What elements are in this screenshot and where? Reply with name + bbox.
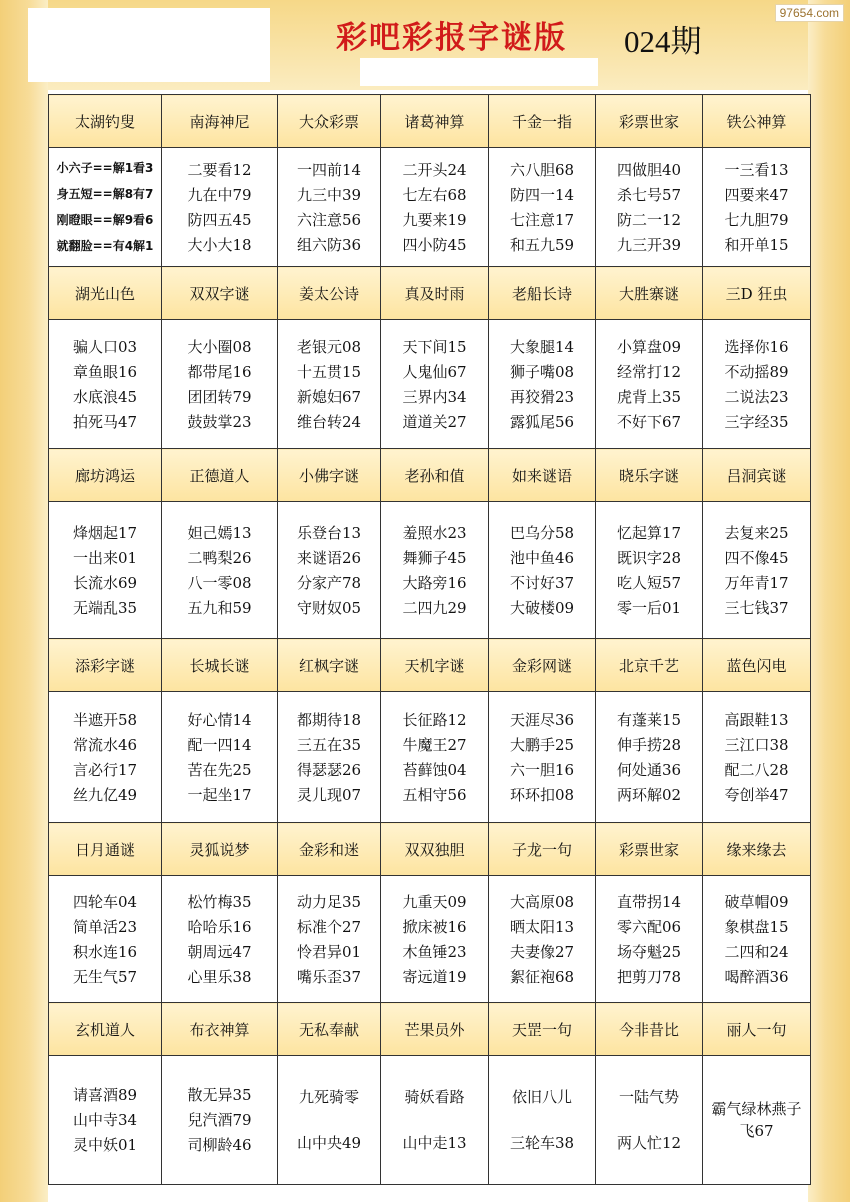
author-name-cell: 天罡一句	[489, 1003, 596, 1056]
author-header-row	[49, 639, 811, 692]
riddle-clue-line: 三七钱37	[724, 598, 789, 617]
riddle-clue-cell	[381, 692, 489, 823]
riddle-clue-cell	[596, 876, 703, 1003]
riddle-clue-cell	[703, 692, 811, 823]
riddle-clue-line: 和五九59	[509, 235, 575, 254]
riddle-clue-cell	[489, 1056, 596, 1185]
riddle-clue-cell	[278, 1056, 381, 1185]
riddle-clue-cell	[49, 876, 162, 1003]
riddle-clue-line: 大小大18	[187, 235, 252, 254]
riddle-clue-line: 半遮开58	[72, 710, 138, 729]
riddle-clue-row	[49, 1056, 811, 1185]
riddle-clue-cell	[596, 148, 703, 267]
riddle-clue-line: 喝醉酒36	[724, 967, 789, 986]
riddle-clue-line: 寄远道19	[402, 967, 467, 986]
author-name-cell: 小佛字谜	[278, 449, 381, 502]
riddle-clue-cell	[489, 320, 596, 449]
riddle-clue-cell	[278, 876, 381, 1003]
author-name-cell: 无私奉献	[278, 1003, 381, 1056]
left-border-decoration	[0, 0, 48, 1202]
riddle-clue-line: 去复来25	[724, 523, 789, 542]
riddle-clue-line: 有蓬莱15	[616, 710, 682, 729]
riddle-clue-line: 散无异35	[187, 1086, 252, 1104]
riddle-clue-line: 道道关27	[402, 412, 467, 431]
author-name-cell: 天机字谜	[381, 639, 489, 692]
right-border-decoration	[808, 0, 850, 1202]
riddle-clue-line: 经常打12	[616, 362, 682, 381]
riddle-clue-line: 吃人短57	[616, 573, 682, 592]
riddle-clue-line: 好心情14	[187, 710, 252, 729]
riddle-clue-line: 舞狮子45	[402, 548, 467, 567]
riddle-clue-line: 天涯尽36	[509, 710, 575, 729]
author-name-cell: 金彩和迷	[278, 823, 381, 876]
riddle-clue-cell	[278, 320, 381, 449]
riddle-clue-line: 烽烟起17	[72, 523, 138, 542]
author-name-cell: 蓝色闪电	[703, 639, 811, 692]
riddle-clue-cell	[703, 502, 811, 639]
riddle-clue-line: 四不像45	[724, 548, 789, 567]
riddle-clue-row	[49, 148, 811, 267]
author-name-cell: 彩票世家	[596, 823, 703, 876]
riddle-clue-line: 山中走13	[402, 1134, 467, 1152]
riddle-clue-line: 羞照水23	[402, 523, 467, 542]
riddle-clue-cell	[49, 1056, 162, 1185]
riddle-clue-line: 苔藓蚀04	[402, 760, 467, 779]
riddle-clue-line: 选择你16	[724, 337, 789, 356]
riddle-clue-line: 杀七号57	[616, 185, 682, 204]
riddle-clue-line: 五九和59	[187, 598, 252, 617]
riddle-clue-cell	[278, 148, 381, 267]
riddle-clue-line: 牛魔王27	[402, 735, 467, 754]
riddle-clue-cell	[49, 502, 162, 639]
riddle-clue-line: 狮子嘴08	[509, 362, 575, 381]
author-header-row	[49, 267, 811, 320]
riddle-clue-line: 掀床被16	[402, 917, 467, 936]
riddle-clue-line: 大破楼09	[509, 598, 575, 617]
author-name-cell: 大众彩票	[278, 95, 381, 148]
riddle-clue-cell	[162, 876, 278, 1003]
author-name-cell: 姜太公诗	[278, 267, 381, 320]
site-watermark: 97654.com	[775, 4, 844, 22]
riddle-clue-cell	[278, 692, 381, 823]
riddle-clue-line: 忆起算17	[616, 523, 682, 542]
blank-subtitle-area	[360, 58, 598, 86]
riddle-clue-line: 十五贯15	[296, 362, 362, 381]
riddle-clue-line: 心里乐38	[187, 967, 252, 986]
author-name-cell: 布衣神算	[162, 1003, 278, 1056]
riddle-clue-row	[49, 320, 811, 449]
riddle-clue-line: 四小防45	[402, 235, 467, 254]
riddle-clue-cell	[49, 148, 162, 267]
riddle-clue-cell	[278, 502, 381, 639]
author-name-cell: 缘来缘去	[703, 823, 811, 876]
blank-logo-area	[28, 8, 270, 82]
author-name-cell: 真及时雨	[381, 267, 489, 320]
author-name-cell: 双双独胆	[381, 823, 489, 876]
riddle-clue-line: 五相守56	[402, 785, 467, 804]
riddle-clue-cell	[703, 148, 811, 267]
riddle-clue-line: 拍死马47	[72, 412, 138, 431]
riddle-clue-line: 九重天09	[402, 892, 467, 911]
riddle-clue-cell	[596, 1056, 703, 1185]
author-name-cell: 千金一指	[489, 95, 596, 148]
riddle-clue-cell	[489, 148, 596, 267]
riddle-clue-line: 絮征袍68	[509, 967, 575, 986]
riddle-clue-line: 哈哈乐16	[187, 917, 252, 936]
riddle-clue-line: 八一零08	[187, 573, 252, 592]
author-name-cell: 老船长诗	[489, 267, 596, 320]
riddle-clue-line: 灵儿现07	[296, 785, 362, 804]
riddle-clue-cell	[596, 320, 703, 449]
riddle-clue-line: 四做胆40	[616, 160, 682, 179]
riddle-clue-cell	[703, 876, 811, 1003]
author-name-cell: 彩票世家	[596, 95, 703, 148]
riddle-clue-line: 怜君异01	[296, 942, 362, 961]
riddle-clue-line: 防四一14	[509, 185, 575, 204]
riddle-clue-cell	[489, 502, 596, 639]
riddle-clue-line: 二鸭梨26	[187, 548, 252, 567]
riddle-clue-line: 和开单15	[724, 235, 789, 254]
riddle-clue-line: 山中央49	[296, 1134, 362, 1152]
riddle-clue-line: 小六子==解1看3	[56, 161, 154, 175]
riddle-clue-cell	[162, 502, 278, 639]
issue-number: 024期	[624, 24, 702, 59]
author-name-cell: 灵狐说梦	[162, 823, 278, 876]
riddle-clue-line: 两人忙12	[616, 1134, 682, 1152]
riddle-clue-line: 二说法23	[724, 387, 789, 406]
riddle-clue-line: 防二一12	[616, 210, 682, 229]
riddle-clue-line: 请喜酒89	[72, 1086, 138, 1104]
author-name-cell: 芒果员外	[381, 1003, 489, 1056]
author-name-cell: 诸葛神算	[381, 95, 489, 148]
author-name-cell: 玄机道人	[49, 1003, 162, 1056]
riddle-clue-line: 三界内34	[402, 387, 467, 406]
riddle-clue-line: 司柳龄46	[187, 1136, 252, 1154]
riddle-clue-line: 直带拐14	[616, 892, 682, 911]
riddle-clue-line: 四轮车04	[72, 892, 138, 911]
author-name-cell: 廊坊鸿运	[49, 449, 162, 502]
riddle-clue-row	[49, 692, 811, 823]
riddle-clue-line: 木鱼锤23	[402, 942, 467, 961]
riddle-clue-line: 夫妻像27	[509, 942, 575, 961]
riddle-clue-line: 一起坐17	[187, 785, 252, 804]
riddle-clue-line: 伸手捞28	[616, 735, 682, 754]
riddle-clue-line: 大高原08	[509, 892, 575, 911]
riddle-clue-line: 夸创举47	[724, 785, 789, 804]
riddle-clue-line: 长征路12	[402, 710, 467, 729]
riddle-clue-line: 二四和24	[724, 942, 789, 961]
riddle-clue-line: 零六配06	[616, 917, 682, 936]
riddle-clue-line: 七左右68	[402, 185, 467, 204]
riddle-clue-line: 就翻脸==有4解1	[56, 239, 154, 253]
riddle-clue-line: 团团转79	[187, 387, 252, 406]
riddle-clue-line: 晒太阳13	[509, 917, 575, 936]
riddle-clue-line: 新媳妇67	[296, 387, 362, 406]
author-name-cell: 大胜寨谜	[596, 267, 703, 320]
riddle-clue-line: 再狡猾23	[509, 387, 575, 406]
riddle-clue-line: 山中寺34	[72, 1111, 138, 1129]
riddle-clue-line: 配一四14	[187, 735, 252, 754]
author-name-cell: 南海神尼	[162, 95, 278, 148]
riddle-clue-cell	[162, 1056, 278, 1185]
riddle-clue-line: 巴乌分58	[509, 523, 575, 542]
author-name-cell: 老孙和值	[381, 449, 489, 502]
riddle-clue-line: 霸气绿林燕子飞67	[711, 1100, 802, 1140]
author-name-cell: 北京千艺	[596, 639, 703, 692]
riddle-clue-line: 无端乱35	[72, 598, 138, 617]
riddle-clue-line: 露狐尾56	[509, 412, 575, 431]
riddle-clue-line: 不讨好37	[509, 573, 575, 592]
riddle-clue-line: 九在中79	[187, 185, 252, 204]
riddle-clue-line: 章鱼眼16	[72, 362, 138, 381]
riddle-clue-line: 把剪刀78	[616, 967, 682, 986]
author-name-cell: 如来谜语	[489, 449, 596, 502]
riddle-clue-line: 象棋盘15	[724, 917, 789, 936]
riddle-clue-line: 松竹梅35	[187, 892, 252, 911]
riddle-clue-line: 维台转24	[296, 412, 362, 431]
riddle-clue-cell	[381, 1056, 489, 1185]
riddle-clue-line: 大路旁16	[402, 573, 467, 592]
author-name-cell: 金彩网谜	[489, 639, 596, 692]
riddle-clue-line: 大象腿14	[509, 337, 575, 356]
riddle-clue-line: 骑妖看路	[404, 1088, 465, 1106]
riddle-clue-line: 池中鱼46	[509, 548, 575, 567]
riddle-clue-cell	[703, 1056, 811, 1185]
riddle-clue-cell	[596, 502, 703, 639]
author-name-cell: 太湖钓叟	[49, 95, 162, 148]
riddle-clue-cell	[596, 692, 703, 823]
riddle-clue-line: 言必行17	[72, 760, 138, 779]
riddle-clue-line: 大鹏手25	[509, 735, 575, 754]
riddle-clue-line: 组六防36	[296, 235, 362, 254]
riddle-clue-cell	[49, 692, 162, 823]
riddle-clue-cell	[49, 320, 162, 449]
author-name-cell: 湖光山色	[49, 267, 162, 320]
riddle-clue-cell	[381, 320, 489, 449]
author-name-cell: 长城长谜	[162, 639, 278, 692]
author-name-cell: 三D 狂虫	[703, 267, 811, 320]
riddle-clue-line: 嘴乐歪37	[296, 967, 362, 986]
riddle-clue-line: 九三中39	[296, 185, 362, 204]
riddle-clue-row	[49, 502, 811, 639]
riddle-clue-line: 小算盘09	[616, 337, 682, 356]
riddle-clue-cell	[162, 320, 278, 449]
riddle-clue-line: 破草帽09	[724, 892, 789, 911]
riddle-clue-line: 不动摇89	[724, 362, 789, 381]
riddle-clue-cell	[489, 692, 596, 823]
riddle-clue-line: 七九胆79	[724, 210, 789, 229]
author-header-row	[49, 449, 811, 502]
author-name-cell: 丽人一句	[703, 1003, 811, 1056]
riddle-clue-row	[49, 876, 811, 1003]
page-title: 彩吧彩报字谜版	[336, 20, 567, 56]
riddle-clue-line: 大小圈08	[187, 337, 252, 356]
riddle-clue-line: 三轮车38	[509, 1134, 575, 1152]
riddle-clue-line: 都带尾16	[187, 362, 252, 381]
riddle-clue-line: 人鬼仙67	[402, 362, 467, 381]
author-name-cell: 添彩字谜	[49, 639, 162, 692]
riddle-clue-line: 配二八28	[724, 760, 789, 779]
riddle-clue-line: 妲己嫣13	[187, 523, 252, 542]
riddle-clue-line: 既识字28	[616, 548, 682, 567]
riddle-clue-line: 二要看12	[187, 160, 252, 179]
riddle-clue-line: 场夺魁25	[616, 942, 682, 961]
riddle-clue-line: 简单活23	[72, 917, 138, 936]
author-name-cell: 吕洞宾谜	[703, 449, 811, 502]
riddle-clue-line: 乐登台13	[296, 523, 362, 542]
author-header-row	[49, 1003, 811, 1056]
riddle-clue-line: 六一胆16	[509, 760, 575, 779]
riddle-clue-line: 来谜语26	[296, 548, 362, 567]
riddle-clue-line: 三江口38	[724, 735, 789, 754]
riddle-clue-line: 二开头24	[402, 160, 467, 179]
riddle-clue-line: 防四五45	[187, 210, 252, 229]
riddle-clue-line: 虎背上35	[616, 387, 682, 406]
riddle-clue-line: 积水连16	[72, 942, 138, 961]
riddle-clue-line: 分家产78	[296, 573, 362, 592]
riddle-clue-line: 高跟鞋13	[724, 710, 789, 729]
riddle-clue-cell	[381, 876, 489, 1003]
riddle-clue-line: 七注意17	[509, 210, 575, 229]
riddle-clue-line: 一出来01	[72, 548, 138, 567]
riddle-clue-cell	[381, 502, 489, 639]
author-name-cell: 子龙一句	[489, 823, 596, 876]
riddle-clue-cell	[703, 320, 811, 449]
riddle-clue-line: 刚瞪眼==解9看6	[56, 213, 154, 227]
author-name-cell: 正德道人	[162, 449, 278, 502]
riddle-clue-line: 六注意56	[296, 210, 362, 229]
riddle-clue-line: 环环扣08	[509, 785, 575, 804]
riddle-clue-cell	[381, 148, 489, 267]
riddle-clue-cell	[162, 692, 278, 823]
riddle-clue-line: 得瑟瑟26	[296, 760, 362, 779]
riddle-clue-line: 长流水69	[72, 573, 138, 592]
riddle-clue-line: 无生气57	[72, 967, 138, 986]
author-name-cell: 红枫字谜	[278, 639, 381, 692]
author-name-cell: 日月通谜	[49, 823, 162, 876]
riddle-clue-cell	[162, 148, 278, 267]
riddle-clue-line: 一四前14	[296, 160, 362, 179]
riddle-clue-line: 万年青17	[724, 573, 789, 592]
author-header-row	[49, 95, 811, 148]
riddle-table	[48, 94, 811, 1185]
riddle-clue-line: 苦在先25	[187, 760, 252, 779]
riddle-clue-line: 何处通36	[616, 760, 682, 779]
riddle-clue-line: 三字经35	[724, 412, 789, 431]
riddle-clue-line: 常流水46	[72, 735, 138, 754]
riddle-clue-line: 水底浪45	[72, 387, 138, 406]
riddle-clue-line: 九死骑零	[298, 1088, 359, 1106]
riddle-clue-line: 九三开39	[616, 235, 682, 254]
riddle-clue-line: 二四九29	[402, 598, 467, 617]
riddle-clue-line: 九要来19	[402, 210, 467, 229]
author-name-cell: 今非昔比	[596, 1003, 703, 1056]
riddle-clue-line: 都期待18	[296, 710, 362, 729]
riddle-clue-line: 一三看13	[724, 160, 789, 179]
riddle-clue-line: 朝周远47	[187, 942, 252, 961]
riddle-clue-line: 鼓鼓掌23	[187, 412, 252, 431]
riddle-clue-line: 三五在35	[296, 735, 362, 754]
riddle-clue-line: 身五短==解8有7	[56, 187, 154, 201]
riddle-clue-line: 丝九亿49	[72, 785, 138, 804]
riddle-clue-line: 不好下67	[616, 412, 682, 431]
riddle-clue-line: 老银元08	[296, 337, 362, 356]
riddle-clue-line: 动力足35	[296, 892, 362, 911]
riddle-clue-cell	[489, 876, 596, 1003]
riddle-clue-line: 依旧八儿	[511, 1088, 572, 1106]
riddle-clue-line: 标准个27	[296, 917, 362, 936]
riddle-clue-line: 四要来47	[724, 185, 789, 204]
riddle-clue-line: 六八胆68	[509, 160, 575, 179]
riddle-clue-line: 守财奴05	[296, 598, 362, 617]
riddle-clue-line: 兒汽酒79	[187, 1111, 252, 1129]
riddle-clue-line: 一陆气势	[618, 1088, 679, 1106]
author-name-cell: 晓乐字谜	[596, 449, 703, 502]
riddle-clue-line: 灵中妖01	[72, 1136, 138, 1154]
riddle-clue-line: 零一后01	[616, 598, 682, 617]
riddle-clue-line: 两环解02	[616, 785, 682, 804]
riddle-clue-line: 骗人口03	[72, 337, 138, 356]
author-name-cell: 双双字谜	[162, 267, 278, 320]
author-header-row	[49, 823, 811, 876]
riddle-clue-line: 天下间15	[402, 337, 467, 356]
author-name-cell: 铁公神算	[703, 95, 811, 148]
